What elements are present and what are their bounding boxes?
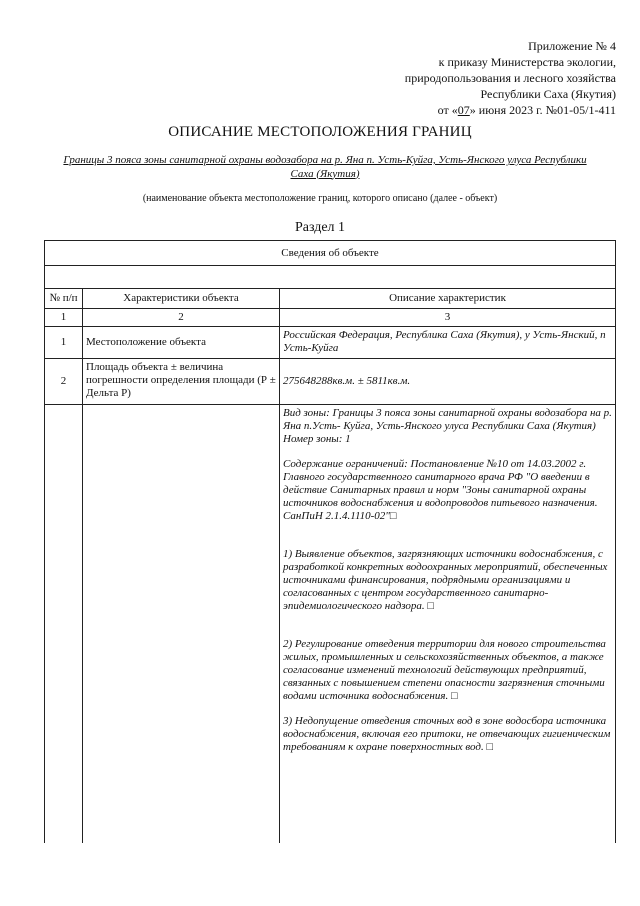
appendix-line-3: природопользования и лесного хозяйства bbox=[404, 71, 616, 85]
restriction-item-2: 2) Регулирование отведения территории для нового строительства жилых, промышленных и сельскохозяйственных объектов, а также согласование изменений технологий действующих предприятий, связанных с повышением степени опасности загрязнения сточными водами источника водоснабжения. □ bbox=[283, 638, 606, 702]
table-header: Сведения об объекте bbox=[45, 241, 616, 266]
row-2-name: Площадь объекта ± величина погрешности определения площади (Р ± Дельта Р) bbox=[83, 359, 280, 405]
appendix-date-day: 07 bbox=[457, 103, 470, 117]
restrictions: Содержание ограничений: Постановление №10 от 14.03.2002 г. Главного государственного санитарного врача РФ "О введении в действие Санитарных правил и норм "Зоны санитарной охраны источников водоснабжения и водопроводов питьевого назначения. СанПиН 2.1.4.1110-02"□ bbox=[283, 458, 598, 522]
object-name: Границы 3 пояса зоны санитарной охраны водозабора на р. Яна п. Усть-Куйга, Усть-Янского улуса Республики Саха (Якутия) bbox=[63, 154, 587, 180]
appendix-line-4: Республики Саха (Якутия) bbox=[480, 87, 616, 101]
appendix-line-2: к приказу Министерства экологии, bbox=[438, 55, 616, 69]
row-2-value: 275648288кв.м. ± 5811кв.м. bbox=[280, 359, 616, 405]
object-info-table bbox=[44, 240, 616, 843]
row-1-value: Российская Федерация, Республика Саха (Якутия), у Усть-Янский, п Усть-Куйга bbox=[280, 327, 616, 359]
col-header-characteristics: Характеристики объекта bbox=[83, 289, 280, 309]
zone-type: Вид зоны: Границы 3 пояса зоны санитарной охраны водозабора на р. Яна п.Усть- Куйга, Усть-Янского улуса Республики Саха (Якутия) bbox=[283, 407, 612, 432]
object-caption: (наименование объекта местоположение границ, которого описано (далее - объект) bbox=[142, 193, 498, 204]
row-3-value bbox=[280, 405, 616, 843]
appendix-line-5 bbox=[316, 102, 616, 118]
col-number-3: 3 bbox=[280, 309, 616, 327]
appendix-line-1: Приложение № 4 bbox=[528, 39, 616, 53]
restriction-item-3: 3) Недопущение отведения сточных вод в зоне водосбора источника водоснабжения, включая его притоки, не отвечающих гигиеническим требованиям к охране поверхностных вод. □ bbox=[283, 715, 611, 753]
appendix-date-prefix: от « bbox=[437, 103, 458, 117]
row-3-num bbox=[45, 405, 83, 843]
col-number-1: 1 bbox=[45, 309, 83, 327]
row-3-name bbox=[83, 405, 280, 843]
col-number-2: 2 bbox=[83, 309, 280, 327]
document-title: ОПИСАНИЕ МЕСТОПОЛОЖЕНИЯ ГРАНИЦ bbox=[168, 124, 472, 140]
col-header-description: Описание характеристик bbox=[280, 289, 616, 309]
appendix-header bbox=[316, 38, 616, 118]
restriction-item-1: 1) Выявление объектов, загрязняющих источники водоснабжения, с разработкой конкретных водоохранных мероприятий, обеспеченных источниками финансирования, подрядными организациями и согласованных с центром государственного санитарно-эпидемиологического надзора. □ bbox=[283, 548, 608, 612]
row-1-name: Местоположение объекта bbox=[83, 327, 280, 359]
appendix-date-suffix: » июня 2023 г. №01-05/1-411 bbox=[469, 103, 616, 117]
row-1-num: 1 bbox=[45, 327, 83, 359]
table-empty-row bbox=[45, 266, 616, 289]
row-2-num: 2 bbox=[45, 359, 83, 405]
section-title: Раздел 1 bbox=[294, 220, 346, 235]
col-header-num: № п/п bbox=[45, 289, 83, 309]
zone-number: Номер зоны: 1 bbox=[283, 433, 351, 445]
